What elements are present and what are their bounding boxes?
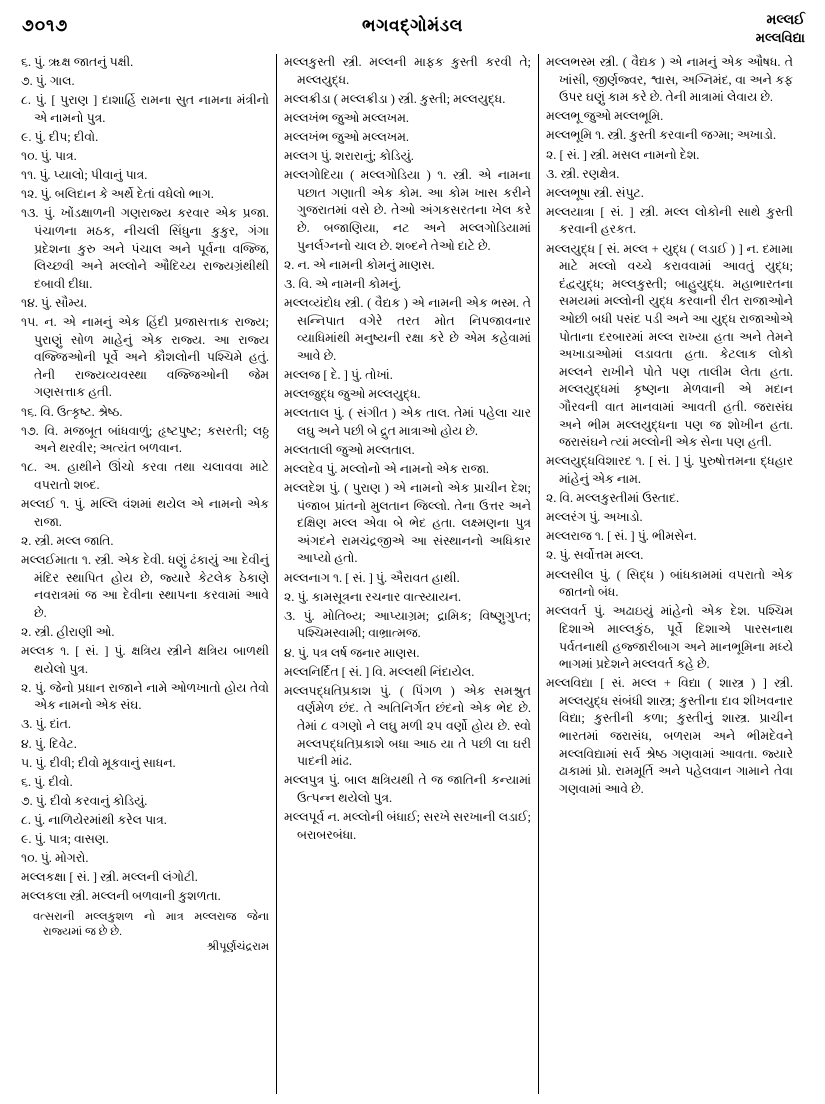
entry: ૮. પું. [ પુરાણ ] દાશાર્હિ રામના સુત નામના મંત્રીનો એ નામનો પુત્ર. (21, 93, 269, 125)
entry: મલ્લયુદ્ધ [ સં. મલ્લ + યુદ્ધ ( લડાઈ ) ] ન. દમામા માટે મલ્લો વચ્ચે કરાવવામાં આવતું યુદ્ધ; દંદ્વયુદ્ધ; મલ્લકુસ્તી; બાહુયુદ્ધ. મહાભારતના સમયમાં મલ્લોની યુદ્ધ કરવાની રીત રાજાઓને ઓછી બધી પસંદ પડી અને આ યુદ્ધ રાજાઓએ પોતાના દરબારમાં મલ્લ રાખ્યા હતા અને તેમને અખાડાઓમાં લડાવતા હતા. કેટલાક લોકો મલ્લને રાખીને પોતે પણ તાલીમ લેતા હતા. મલ્લયુદ્ધમાં કૃષ્ણના મેળવાની એ મદાન ગૌરવની વાત માનવામાં આવતી હતી. જરાસંઘ અને ભીમ મલ્લયુદ્ધના પણ જ શોખીન હતા. જરાસંઘને ત્યાં મલ્લોની એક સેના પણ હતી. (546, 241, 793, 450)
entry: ૬. પું. દીવો. (21, 774, 73, 789)
folio-number-left: ૭૦૧૭ (22, 16, 69, 35)
entry: ૧૭. વિ. મજબૂત બાંધવાળું; હૃષ્ટપુષ્ટ; કસરતી; લઠ્ઠ અને થરવીર; અત્યંત બળવાન. (21, 423, 269, 456)
column-footnote (21, 910, 269, 955)
entry: મલ્લજ [ દે. ] પું. તોખાં. (284, 367, 393, 382)
entry: ૨. સ્ત્રી. હીરાણી ઓ. (21, 624, 115, 639)
entry: મલ્લભૂ જુઓ મલ્લભૂમિ. (546, 109, 664, 124)
entry: ૮. પું. નાળિયેરમાંથી કરેલ પાત્ર. (21, 812, 167, 827)
entry: મલ્લપૂર્વ ન. મલ્લોની બંધાઈ; સરખે સરખાની લડાઈ; બરાબરબંધા. (284, 809, 531, 842)
entry: મલ્લભૂમિ ૧. સ્ત્રી. કુસ્તી કરવાની જગ્મા; અખાડો. (546, 128, 777, 143)
entry: મલ્લનિર્દિત [ સં. ] વિ. મલ્લથી નિંદાયેલ. (284, 664, 475, 679)
entry: ૨. વિ. મલ્લકુસ્તીમાં ઉસ્તાદ. (546, 491, 680, 506)
entry: મલ્લવ્યંદોધ સ્ત્રી. ( વૈદ્યક ) એ નામની એક ભસ્મ. તે સન્નિપાત વગેરે તરત મોત નિપજાવનાર વ્યાધિમાંથી મનુષ્યની રક્ષા કરે છે એમ કહેવામાં આવે છે. (284, 295, 531, 363)
entry: ૭. પું. દીવો કરવાનું કોડિયું. (21, 793, 148, 808)
entry: ૯. પું. પાત્ર; વાસણ. (21, 832, 109, 847)
entry: મલ્લકલા સ્ત્રી. મલ્લની બળવાની કુશળતા. (21, 889, 221, 904)
running-headword-last: મલ્લવિદ્યા (755, 29, 805, 45)
column-middle (276, 54, 538, 1094)
entry: ૨. [ સં. ] સ્ત્રી. મસલ નામનો દેશ. (546, 147, 700, 162)
entry: મલ્લકુસ્તી સ્ત્રી. મલ્લની માફક કુસ્તી કરવી તે; મલ્લયુદ્ધ. (284, 55, 531, 87)
entry: ૧૩. પું. ખોંડક્ષાળની ગણરાજ્ય કરવાર એક પ્રજા. પંચાળના મઠક, નીચલી સિંધુના કુકુર, ગંગા પ્રદેશના કુરુ અને પંચાલ અને પૂર્વના વજ્જિ, લિચ્છવી અને મલ્લોને ઔદિચ્ય રાજ્યગ્રંથીથી દબાવી દીધા. (21, 206, 269, 291)
entry: મલ્લગ પું. શરારાનું; કોડિયું. (284, 149, 414, 164)
entry: ૪. પું. પત્ર લર્ષ જનાર માણસ. (284, 645, 420, 660)
entry: મલ્લક્રીડા ( મલ્લક્રીડા ) સ્ત્રી. કુસ્તી; મલ્લયુદ્ધ. (284, 91, 506, 106)
entry: મલ્લયાત્રા [ સં. ] સ્ત્રી. મલ્લ લોકોની સાથે કુસ્તી કરવાની હરકત. (546, 204, 793, 237)
entry: મલ્લરંગ પું. અખાડો. (546, 510, 643, 525)
entry: ૩. વિ. એ નામની કોમનું. (284, 276, 402, 291)
entry: ૨. ન. એ નામની કોમનું માણસ. (284, 257, 435, 272)
column-right (538, 54, 800, 1094)
entry: મલ્લતાલ પું. ( સંગીત ) એક તાલ. તેમાં પહેલા ચાર લઘુ અને પછી બે દ્રુત માત્રાઓ હોય છે. (284, 406, 531, 438)
entry: ૩. પું. મોતિબ્ય; આપ્યાગ્રમ; દ્રામિક; વિષ્ણુગુપ્ત; પશ્ચિમસ્વામી; વાભ્રાત્મજ. (284, 608, 531, 641)
entry: મલ્લખંભ જુઓ મલ્લખમ. (284, 129, 409, 144)
page-header (14, 10, 811, 52)
entry: ૧૨. પું. બલિદાન કે અર્થે દેતાં વધેલો ભાગ. (21, 187, 214, 202)
entry: ૨. પું. સર્વોત્તમ મલ્લ. (546, 548, 644, 563)
entry: મલ્લરાજ ૧. [ સં. ] પું. ભીમસેન. (546, 529, 697, 544)
entry: મલ્લઈમાતા ૧. સ્ત્રી. એક દેવી. ધણું ઢંકાયું આ દેવીનું મંદિર સ્થાપિત હોય છે, જ્યારે કેટલેક ઠેકાણે નવરાત્રમાં જ આ દેવીના સ્થાપના કરવામાં આવે છે. (21, 552, 269, 620)
entry: મલ્લભૂષા સ્ત્રી. સંપુટ. (546, 185, 644, 200)
entry: મલ્લપદ્ધતિપ્રકાશ પું. ( પિંગળ ) એક સમશ્રુત વર્ણમેળ છંદ. તે અતિનિર્ગત છંદનો એક ભેદ છે. તેમાં ૮ વગણો ને લઘુ મળી ૨૫ વર્ણો હોય છે. સ્વો મલ્લપદ્ધતિપ્રકાશે બધા આઠ યા તે પછી લા ઘરી પાદની માંઢ. (284, 683, 531, 769)
entry: ૯. પું. દીપ; દીવો. (21, 129, 99, 144)
column-left (14, 54, 276, 1094)
entry: મલ્લસીલ પું. ( સિદ્ધ ) બાંધકામમાં વપરાતો એક જાતનો બંધ. (546, 567, 793, 600)
entry: મલ્લક ૧. [ સં. ] પું. ક્ષત્રિય સ્ત્રીને ક્ષત્રિય બાળથી થયેલો પુત્ર. (21, 644, 269, 676)
entry: ૧૧. પું. પ્યાલો; પીવાનું પાત્ર. (21, 168, 148, 183)
entry: મલ્લનાગ ૧. [ સં. ] પું. ઐરાવત હાથી. (284, 570, 460, 585)
entry: ૩. સ્ત્રી. રણક્ષેત્ર. (546, 166, 620, 181)
entry: ૧૪. પું. સૌમ્ય. (21, 295, 87, 310)
running-title: ભગવદ્ગોમંડલ (362, 16, 463, 35)
entry: મલ્લદેશ પું. ( પુરાણ ) એ નામનો એક પ્રાચીન દેશ; પંજાબ પ્રાંતનો મુલતાન જિલ્લો. તેના ઉત્તર અને દક્ષિણ મલ્લ એવા બે ભેદ હતા. લક્ષ્મણના પુત્ર અંગદને રામચંદ્રજીએ આ સંસ્થાનનો અધિકાર આપ્યો હતો. (284, 481, 531, 566)
entry: મલ્લવિદ્યા [ સં. મલ્લ + વિદ્યા ( શાસ્ત્ર ) ] સ્ત્રી. મલ્લયુદ્ધ સંબંધી શાસ્ત્ર; કુસ્તીના દાવ શીખવનાર વિદ્યા; કુસ્તીની કળા; કુસ્તીનું શાસ્ત્ર. પ્રાચીન ભારતમાં જરાસંધ, બળરામ અને ભીમદેવને મલ્લવિદ્યામાં સર્વ શ્રેષ્ઠ ગણવામાં આવતા. જ્યારે ઢાકામાં પ્રો. રામમૂર્તિ અને પહેલવાન ગામાને તેવા ગણવામાં આવે છે. (546, 676, 793, 796)
entry: ૬. પું. ૠક્ષ જાતનું પક્ષી. (21, 55, 134, 69)
entry: મલ્લદેવ પું. મલ્લોનો એ નામનો એક રાજા. (284, 461, 490, 476)
entry: મલ્લકક્ષા [ સં. ] સ્ત્રી. મલ્લની લંગોટી. (21, 870, 198, 885)
footnote-text: વત્સરાની મલ્લકુશળ નો માત્ર મલ્લરાજ જેના રાજ્યમાં જ છે છે. (33, 911, 269, 939)
entry: ૧૫. ન. એ નામનું એક હિંદી પ્રજાસત્તાક રાજ્ય; પુરાણું સોળ માહેનું એક રાજ્ય. આ રાજ્ય વજ્જિઓની પૂર્વે અને કૌશલોની પશ્ચિમે હતું. તેની રાજ્યવ્યવસ્થા વજ્જિઓની જેમ ગણસત્તાક હતી. (21, 315, 269, 400)
entry: ૨. સ્ત્રી. મલ્લ જાતિ. (21, 533, 114, 548)
entry: મલ્લભસ્મ સ્ત્રી. ( વૈદ્યક ) એ નામનું એક ઔષધ. તે ખાંસી, જીર્ણજ્વર, શ્વાસ, અગ્નિમંદ, વા અને કફ ઉપર ઘણું કામ કરે છે. તેની માત્રામાં લેવાય છે. (546, 55, 793, 105)
entry: મલ્લખંભ જુઓ મલ્લખમ. (284, 110, 409, 125)
entry: મલ્લયુદ્ધવિશારદ ૧. [ સં. ] પું. પુરુષોત્તમના દ્ધહાર માંહેનું એક નામ. (546, 454, 793, 487)
entry: મલ્લતાલી જુઓ મલ્લતાલ. (284, 442, 415, 457)
entry: ૨. પું. કામસૂત્રના રચનાર વાત્સ્યાયન. (284, 589, 462, 604)
entry: ૪. પું. દિવેટ. (21, 736, 77, 751)
entry: મલ્લવર્ત પું. અઢાઇયું માંહેનો એક દેશ. પશ્ચિમ દિશાએ માલ્લકુંઠ, પૂર્વે દિશાએ પારસનાથ પર્વતનાથી હજ્જારીબાગ અને માનભૂમિના મધ્યે ભાગમાં પ્રદેશને મલ્લવર્ત કહે છે. (546, 604, 793, 672)
entry: મલ્લજુદ્ધ જુઓ મલ્લયુદ્ધ. (284, 386, 421, 401)
running-headwords (756, 12, 805, 46)
entry: ૩. પું. દાંત. (21, 717, 71, 732)
entry: ૫. પું. દીવી; દીવો મૂકવાનું સાધન. (21, 755, 176, 770)
entry: મલ્લપુત્ર પું. બાલ ક્ષત્રિયથી તે જ જાતિની કન્યામાં ઉત્પન્ન થયેલો પુત્ર. (284, 773, 531, 805)
entry: ૧૮. અ. હાથીને ઊંચો કરવા તથા ચલાવવા માટે વપરાતો શબ્દ. (21, 460, 269, 493)
footnote-signature: શ્રીપૂર્ણચંદ્રરામ (206, 940, 269, 953)
entry: ૧૬. વિ. ઉત્કૃષ્ટ. શ્રેષ્ઠ. (21, 404, 123, 419)
entry: મલ્લગોદિયા ( મલ્લગોડિયા ) ૧. સ્ત્રી. એ નામના પછાત ગણાતી એક કોમ. આ કોમ ખાસ કરીને ગુજરાતમાં વસે છે. તેઓ અંગકસરતના ખેલ કરે છે. બજાણિયા, નટ અને મલ્લગોડિયામાં પુનર્લગ્નનો ચાલ છે. શબ્દને તેઓ દાટે છે. (284, 168, 531, 253)
entry: ૧૦. પું. મોગરો. (21, 851, 89, 866)
entry: ૧૦. પું. પાત્ર. (21, 149, 77, 164)
entry: ૨. પું. જેનો પ્રધાન રાજાને નામે ઓળખાતો હોય તેવો એક નામનો એક સંઘ. (21, 680, 269, 713)
running-headword-first: મલ્લઈ (766, 13, 805, 28)
entry: મલ્લઈ ૧. પું. મલ્લિ વંશમાં થયેલ એ નામનો એક રાજા. (21, 497, 269, 529)
entry: ૭. પું. ગાલ. (21, 74, 75, 89)
columns-container (14, 54, 811, 1094)
